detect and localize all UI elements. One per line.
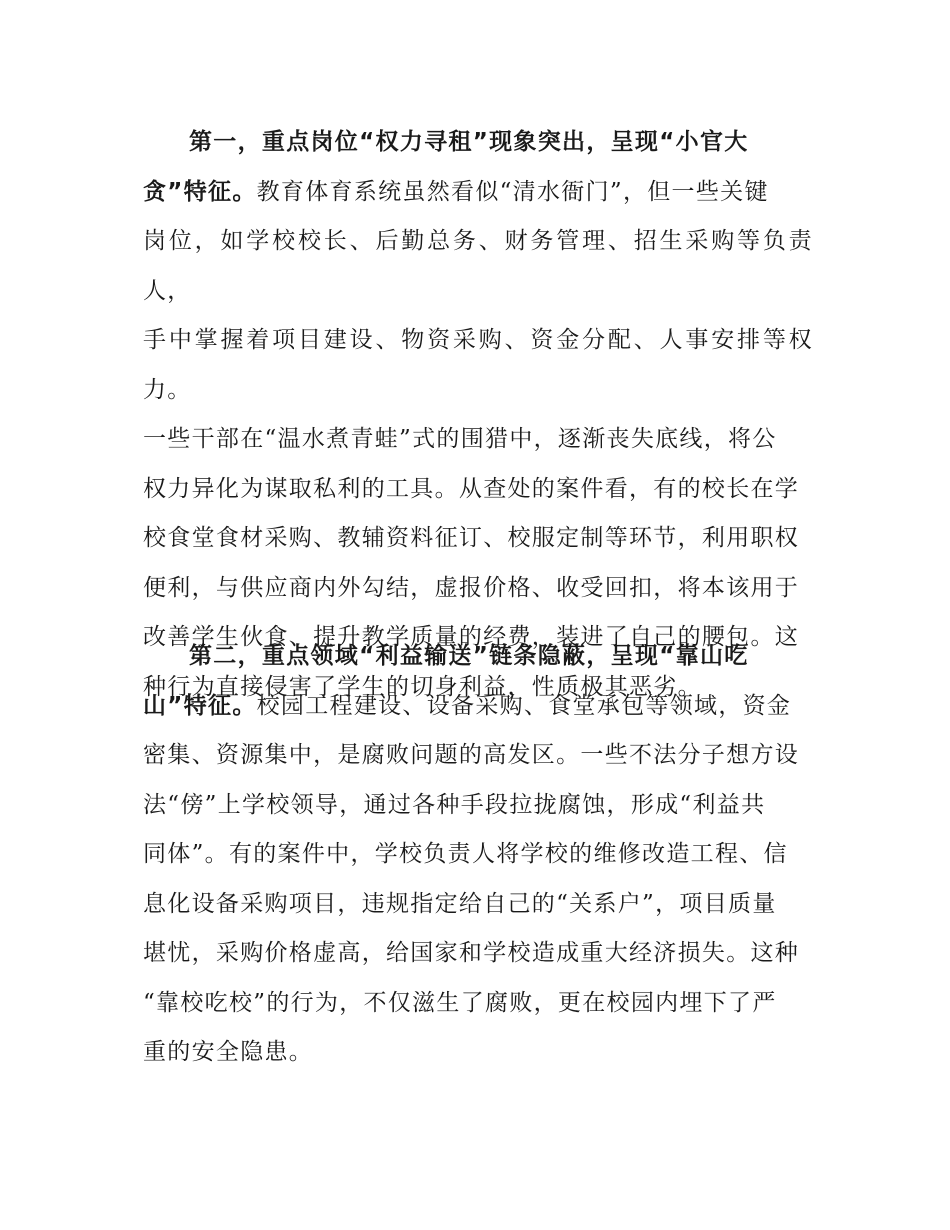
paragraph-2-lead: 第二，重点领域“利益输送”链条隐蔽，呈现“靠山吃 山”特征。 bbox=[143, 643, 749, 719]
paragraph-1 bbox=[143, 118, 813, 712]
paragraph-1-lead: 第一，重点岗位“权力寻租”现象突出，呈现“小官大 贪”特征。 bbox=[143, 129, 749, 205]
paragraph-2-body: 校园工程建设、设备采购、食堂承包等领域，资金 密集、资源集中，是腐败问题的高发区。一些不法分子想方设 法“傍”上学校领导，通过各种手段拉拢腐蚀，形成“利益共 同体”。有的案件中，学校负责人将学校的维修改造工程、信 息化设备采购项目，违规指定给自己的“关系户”，项目质量 堪忧，采购价格虚高，给国家和学校造成重大经济损失。这种 “靠校吃校”的行为，不仅滋生了腐败，更在校园内埋下了严 重的安全隐患。 bbox=[143, 692, 800, 1065]
paragraph-1-body: 教育体育系统虽然看似“清水衙门”，但一些关键 岗位，如学校校长、后勤总务、财务管理、招生采购等负责人， 手中掌握着项目建设、物资采购、资金分配、人事安排等权力。 一些干部在“温水煮青蛙”式的围猎中，逐渐丧失底线，将公 权力异化为谋取私利的工具。从查处的案件看，有的校长在学 校食堂食材采购、教辅资料征订、校服定制等环节，利用职权 便利，与供应商内外勾结，虚报价格、收受回扣，将本该用于 改善学生伙食、提升教学质量的经费，装进了自己的腰包。这 种行为直接侵害了学生的切身利益，性质极其恶劣。 bbox=[143, 178, 813, 700]
paragraph-2 bbox=[143, 632, 813, 1078]
